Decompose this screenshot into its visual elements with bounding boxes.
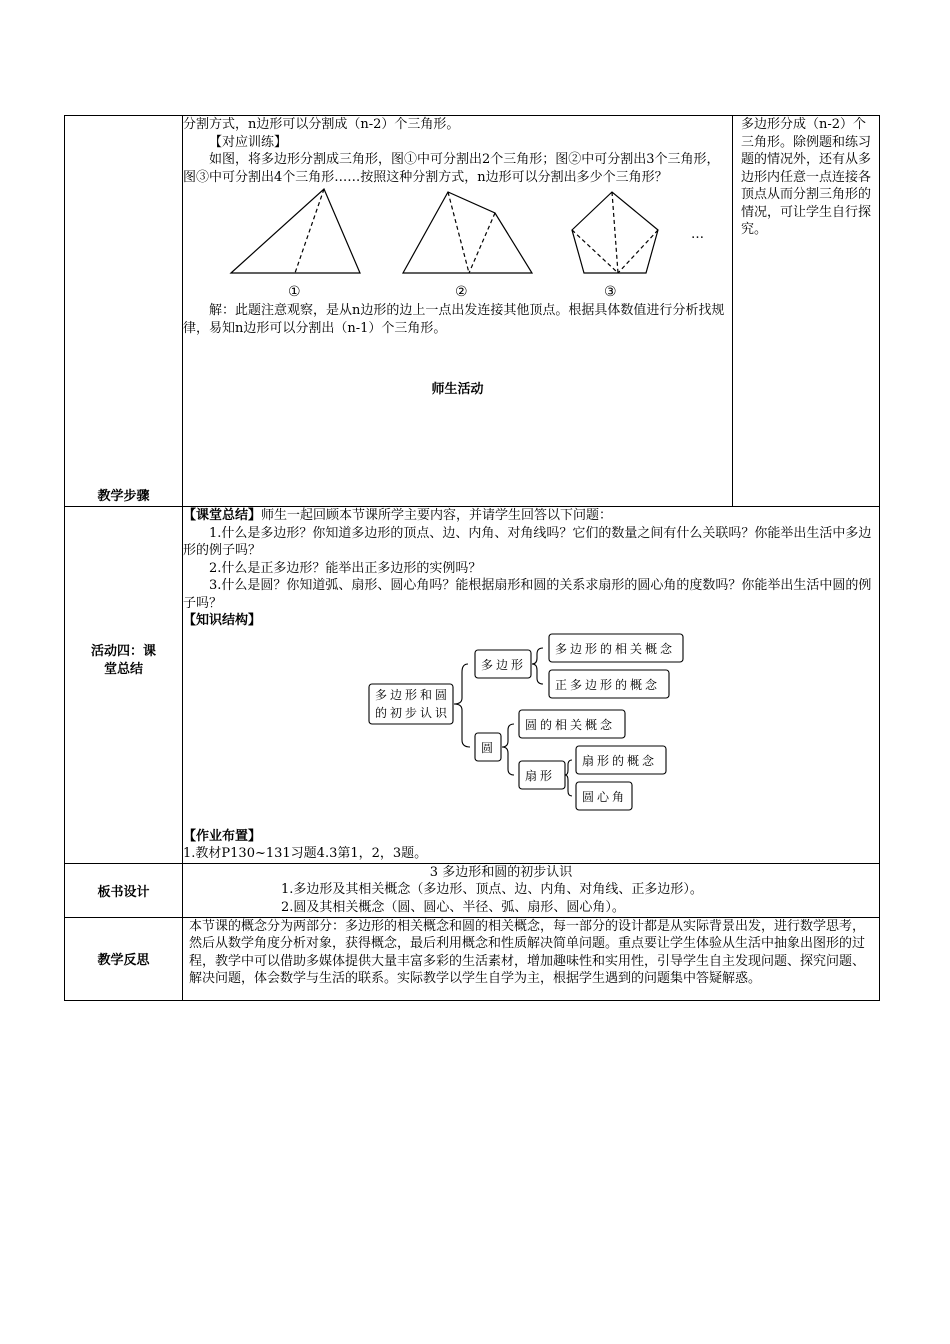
lesson-table [64, 115, 880, 1001]
figure-1-label: ① [288, 284, 301, 300]
activity-title: 师生活动 [431, 382, 484, 397]
reflection-label [65, 917, 183, 1000]
tree-polygon-label: 多边形 [481, 657, 527, 672]
board-title: 3 多边形和圆的初步认识 [429, 864, 573, 880]
structure-heading: 【知识结构】 [183, 613, 262, 628]
tree-sector-label: 扇形 [525, 768, 556, 783]
figure-2-dashed-line-b [469, 213, 495, 273]
tree-circle-brace [502, 724, 514, 775]
knowledge-structure-tree [183, 630, 783, 826]
teaching-steps-label-text: 教学步骤 [97, 489, 150, 504]
tree-root-brace [454, 664, 470, 747]
tree-root-line-1: 多边形和圆 [375, 687, 451, 702]
board-line-1: 1.多边形及其相关概念（多边形、顶点、边、内角、对角线、正多边形）。 [281, 882, 703, 897]
board-design-content [183, 863, 880, 917]
figure-3-pentagon [572, 192, 658, 273]
board-design-row [65, 863, 880, 917]
tree-circle-label: 圆 [481, 740, 497, 755]
figure-1-triangle [231, 189, 360, 273]
summary-row [65, 507, 880, 864]
teaching-steps-label [65, 116, 183, 507]
summary-label-text: 活动四：课堂总结 [90, 643, 156, 677]
tree-root-line-2: 的初步认识 [375, 705, 451, 720]
solution-text: 解：此题注意观察，是从n边形的边上一点出发连接其他顶点。根据具体数值进行分析找规律，易知n边形可以分割出（n-1）个三角形。 [183, 303, 725, 336]
split-conclusion: 分割方式，n边形可以分割成（n-2）个三角形。 [183, 117, 460, 132]
homework-text: 1.教材P130~131习题4.3第1，2，3题。 [183, 846, 428, 861]
reflection-content [183, 917, 880, 1000]
figure-3-dashed-line-b [612, 192, 618, 273]
teaching-steps-content [183, 116, 733, 507]
teaching-note [733, 116, 880, 507]
summary-heading: 【课堂总结】 [183, 508, 262, 523]
board-line-2: 2.圆及其相关概念（圆、圆心、半径、弧、扇形、圆心角）。 [281, 899, 625, 915]
teaching-steps-row [65, 116, 880, 507]
figure-2-dashed-line-a [448, 192, 469, 273]
board-design-label-text: 板书设计 [97, 884, 150, 900]
teaching-note-text: 多边形分成（n-2）个三角形。除例题和练习题的情况外，还有从多边形内任意一点连接各顶点从而分割三角形的情况，可让学生自行探究。 [741, 117, 872, 237]
homework-heading: 【作业布置】 [183, 828, 262, 844]
figure-3-label: ③ [604, 284, 617, 300]
summary-content [183, 507, 880, 864]
summary-question-1: 1.什么是多边形？你知道多边形的顶点、边、内角、对角线吗？它们的数量之间有什么关联吗？你能举出生活中多边形的例子吗？ [183, 525, 872, 558]
tree-circle-concepts-label: 圆的相关概念 [525, 717, 616, 732]
tree-polygon-brace [532, 648, 543, 684]
summary-question-2: 2.什么是正多边形？能举出正多边形的实例吗？ [209, 560, 482, 576]
summary-label [65, 507, 183, 864]
summary-intro [183, 507, 879, 525]
reflection-row [65, 917, 880, 1000]
tree-polygon-concepts-label: 多边形的相关概念 [555, 641, 676, 656]
tree-sector-brace [565, 760, 572, 796]
figure-3-dashed-line-a [572, 230, 618, 273]
figure-ellipsis: … [691, 227, 704, 242]
training-problem: 如图，将多边形分割成三角形，图①中可分割出2个三角形；图②中可分割出3个三角形，图③中可分割出4个三角形……按照这种分割方式，n边形可以分割出多少个三角形？ [183, 152, 720, 185]
tree-central-angle-label: 圆心角 [582, 789, 628, 804]
tree-sector-concept-label: 扇形的概念 [582, 753, 658, 768]
reflection-text: 本节课的概念分为两部分：多边形的相关概念和圆的相关概念，每一部分的设计都是从实际背景出发，进行数学思考，然后从数学角度分析对象，获得概念，最后利用概念和性质解决简单问题。重点要让学生体验从生活中抽象出图形的过程，教学中可以借助多媒体提供大量丰富多彩的生活素材，增加趣味性和实用性，引导学生自主发现问题、探究问题、解决问题，体会数学与生活的联系。实际教学以学生自学为主，根据学生遇到的问题集中答疑解惑。 [189, 918, 866, 986]
summary-question-3: 3.什么是圆？你知道弧、扇形、圆心角吗？能根据扇形和圆的关系求扇形的圆心角的度数吗？你能举出生活中圆的例子吗？ [183, 578, 872, 611]
reflection-label-text: 教学反思 [97, 953, 150, 968]
figure-2-quadrilateral [403, 192, 532, 273]
summary-intro-text: 师生一起回顾本节课所学主要内容，并请学生回答以下问题： [261, 508, 613, 523]
tree-regular-polygon-label: 正多边形的概念 [555, 677, 661, 692]
figure-2-label: ② [455, 284, 468, 300]
training-heading: 【对应训练】 [209, 134, 288, 150]
polygon-figures [183, 186, 723, 302]
board-design-label [65, 863, 183, 917]
